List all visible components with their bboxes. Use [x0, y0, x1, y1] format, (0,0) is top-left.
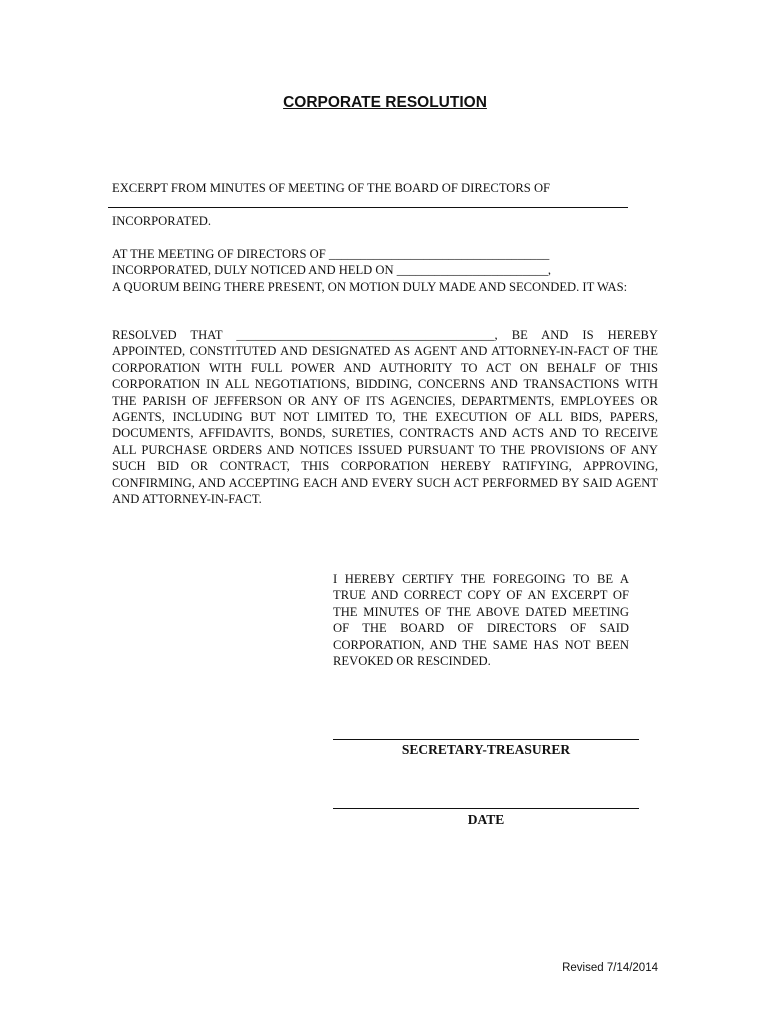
meeting-line-1: AT THE MEETING OF DIRECTORS OF ___________________________________ — [112, 247, 550, 261]
document-title: CORPORATE RESOLUTION — [283, 94, 487, 111]
date-label: DATE — [467, 812, 505, 827]
meeting-line-2: INCORPORATED, DULY NOTICED AND HELD ON ________________________, — [112, 263, 552, 278]
revision-date: Revised 7/14/2014 — [562, 962, 658, 974]
meeting-line-3: A QUORUM BEING THERE PRESENT, ON MOTION DULY MADE AND SECONDED. IT WAS: — [112, 279, 628, 294]
meeting-paragraph — [112, 246, 658, 295]
secretary-treasurer-label: SECRETARY-TREASURER — [401, 742, 571, 757]
resolved-paragraph: RESOLVED THAT _________________________________________, BE AND IS HEREBY APPOINTED, CONSTITUTED AND DESIGNATED AS AGENT AND ATTORNEY-IN-FACT OF THE CORPORATION WITH FULL POWER AND AUTHORITY TO ACT ON BEHALF OF THIS CORPORATION IN ALL NEGOTIATIONS, BIDDING, CONCERNS AND TRANSACTIONS WITH THE PARISH OF JEFFERSON OR ANY OF ITS AGENCIES, DEPARTMENTS, EMPLOYEES OR AGENTS, INCLUDING BUT NOT LIMITED TO, THE EXECUTION OF ALL BIDS, PAPERS, DOCUMENTS, AFFIDAVITS, BONDS, SURETIES, CONTRACTS AND ACTS AND TO RECEIVE ALL PURCHASE ORDERS AND NOTICES ISSUED PURSUANT TO THE PROVISIONS OF ANY SUCH BID OR CONTRACT, THIS CORPORATION HEREBY RATIFYING, APPROVING, CONFIRMING, AND ACCEPTING EACH AND EVERY SUCH ACT PERFORMED BY SAID AGENT AND ATTORNEY-IN-FACT. — [112, 328, 658, 507]
incorporated-text: INCORPORATED. — [112, 214, 212, 228]
corporation-name-blank-line — [108, 207, 628, 208]
excerpt-line: EXCERPT FROM MINUTES OF MEETING OF THE BOARD OF DIRECTORS OF — [112, 181, 551, 195]
signature-line — [333, 739, 639, 740]
certification-paragraph: I HEREBY CERTIFY THE FOREGOING TO BE A TRUE AND CORRECT COPY OF AN EXCERPT OF THE MINUTES OF THE ABOVE DATED MEETING OF THE BOARD OF DIRECTORS OF SAID CORPORATION, AND THE SAME HAS NOT BEEN REVOKED OR RESCINDED. — [333, 572, 629, 669]
date-line — [333, 808, 639, 809]
